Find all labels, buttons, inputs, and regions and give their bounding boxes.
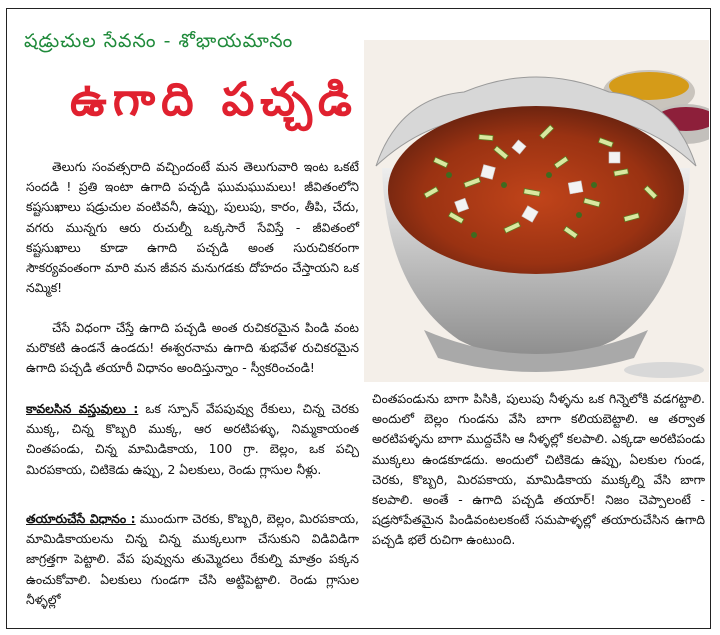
preparation-paragraph [26,509,359,610]
ingredients-label: కావలసిన వస్తువులు : [26,401,139,416]
ingredients-paragraph [26,399,359,480]
article-headline: ఉగాది పచ్చడి [70,72,358,126]
method-intro-paragraph: చేసే విధంగా చేస్తే ఉగాది పచ్చడి అంత రుచికరమైన పిండి వంట మరొకటి ఉండనే ఉండదు! ఈశ్వరనామ ఉగాది శుభవేళ రుచికరమైన ఉగాది పచ్చడి తయారీ విధానం అందిస్తున్నాం - స్వీకరించండి! [26,320,359,376]
article-kicker: షడ్రుచుల సేవనం - శోభాయమానం [24,30,294,52]
ingredients-text: ఒక స్పూన్ వేపపువ్వు రేకులు, చిన్న చెరకు ముక్క, చిన్న కొబ్బరి ముక్క, ఆర అరటిపళ్ళు, నిమ్మకాయంత చింతపండు, చిన్న మామిడికాయ, 100 గ్రా. బెల్లం, ఒక పచ్చి మిరపకాయ, చిటికెడు ఉప్పు, 2 ఏలకులు, రెండు గ్లాసుల నీళ్లు. [26,401,359,477]
preparation-label: తయారుచేసే విధానం : [26,511,136,526]
intro-paragraph: తెలుగు సంవత్సరాది వచ్చిందంటే మన తెలుగువారి ఇంట ఒకటే సందడి ! ప్రతి ఇంటా ఉగాది పచ్చడి ఘుమఘుమలు! జీవితంలోని కష్టసుఖాలు షడ్రుచుల వంటివనీ, ఉప్పు, పులుపు, కారం, తీపి, చేదు, వగరు మున్నగు ఆరు రుచుల్నీ ఒక్కసారే సేవిస్తే - జీవితంలో కష్టసుఖాలు కూడా ఉగాది పచ్చడి అంత సురుచికరంగా సౌకర్యవంతంగా మారి మన జీవన మనుగడకు దోహదం చేస్తాయని ఒక నమ్మిక! [26,159,359,296]
ugadi-pachadi-photo [364,40,709,382]
preparation-text: ముందుగా చెరకు, కొబ్బరి, బెల్లం, మిరపకాయ, మామిడికాయలను చిన్న చిన్న ముక్కలుగా చేసుకుని విడివిడిగా జాగ్రత్తగా పెట్టాలి. వేప పువ్వును తుమ్మెదలు రేకుల్ని మాత్రం పక్కన ఉంచుకోవాలి. ఏలకులు గుండగా చేసి అట్టిపెట్టాలి. రెండు గ్లాసుల నీళ్ళల్లో [26,511,359,607]
continuation-paragraph: చింతపండును బాగా పిసికి, పులుపు నీళ్ళను ఒక గిన్నెలోకి వడగట్టాలి. అందులో బెల్లం గుండను వేసి బాగా కలియబెట్టాలి. ఆ తర్వాత అరటిపళ్ళను బాగా ముద్దచేసి ఆ నీళ్ళల్లో కలపాలి. ఎక్కడా అరటిపండు ముక్కలు ఉండకూడదు. అందులో చిటికెడు ఉప్పు, ఏలకుల గుండ, చెరకు, కొబ్బరి, మిరపకాయ, మామిడికాయ ముక్కల్ని వేసి బాగా కలపాలి. అంతే - ఉగాది పచ్చడి తయార్! నిజం చెప్పాలంటే - షడ్రసోపేతమైన పిండివంటలకంటే సమపాళ్ళల్లో తయారుచేసిన ఉగాది పచ్చడి భలే రుచిగా ఉంటుంది. [372,391,705,548]
